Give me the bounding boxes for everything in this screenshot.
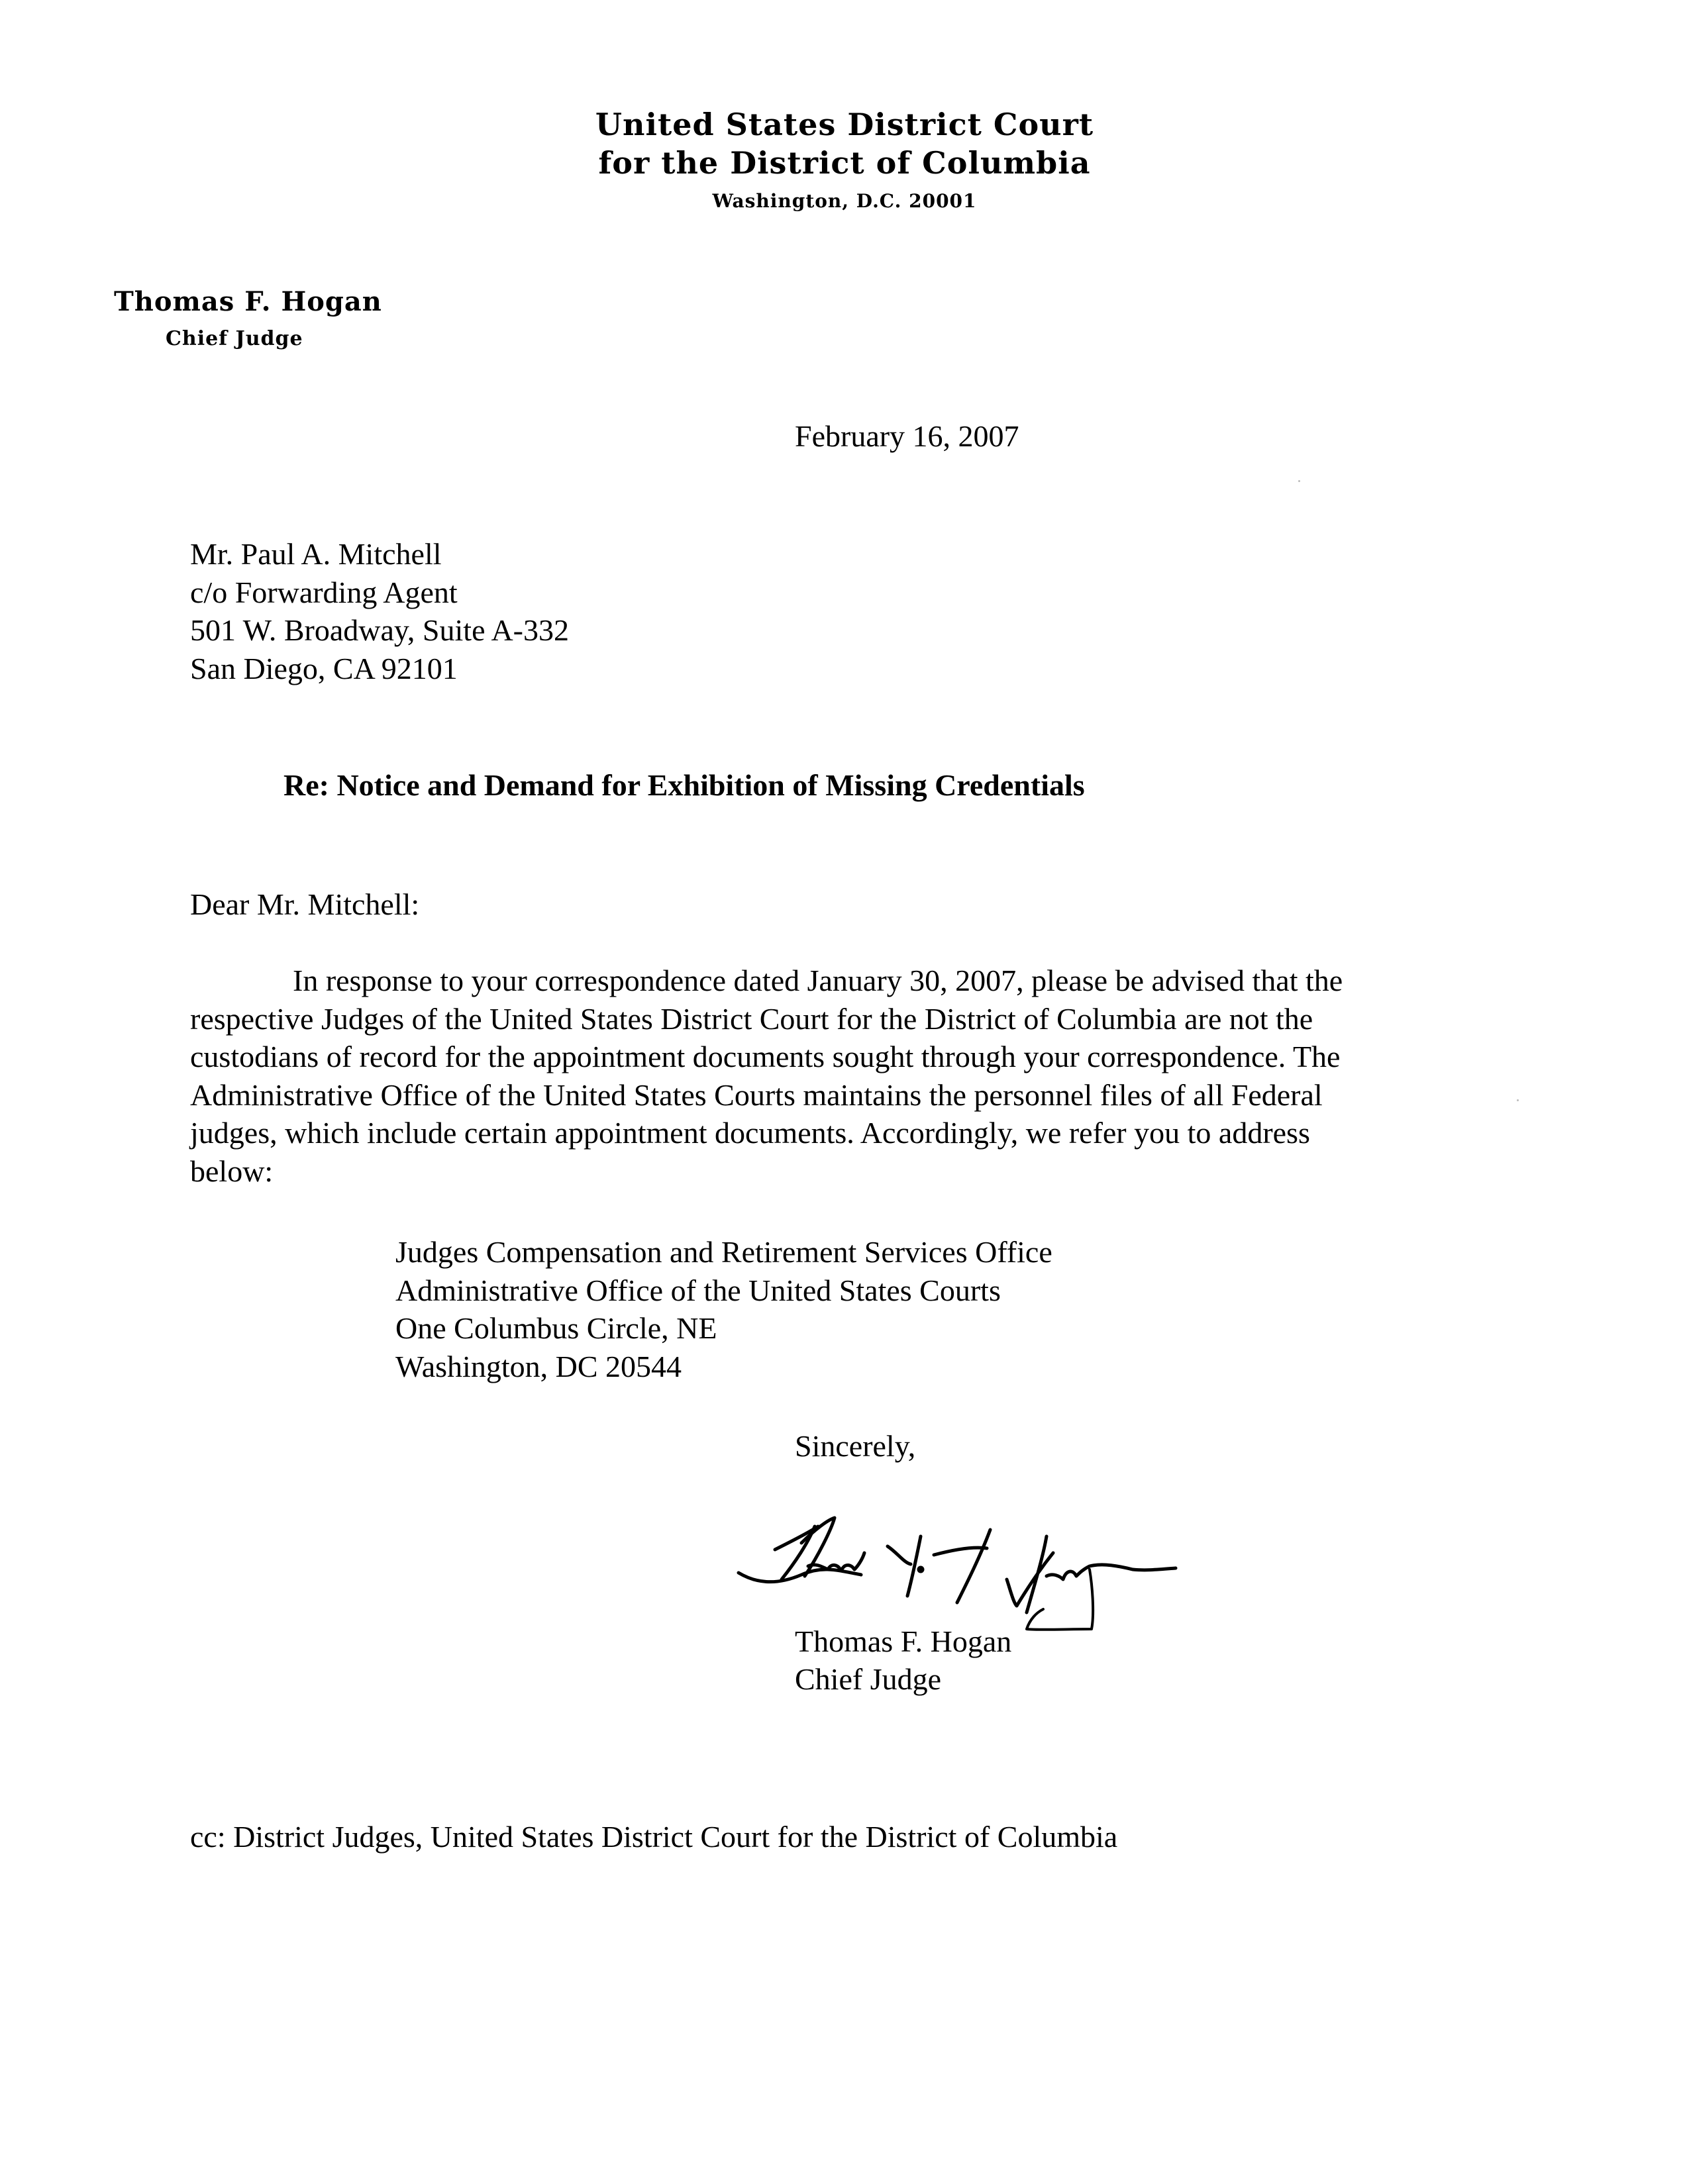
recipient-line: Mr. Paul A. Mitchell <box>190 537 442 571</box>
scan-speck <box>1298 480 1300 482</box>
body-line: respective Judges of the United States District Court for the District of Columbia are not the <box>190 1001 1313 1036</box>
body-line: judges, which include certain appointment documents. Accordingly, we refer you to address <box>190 1116 1310 1150</box>
referral-line: Administrative Office of the United States Courts <box>395 1273 1001 1307</box>
scan-speck <box>1517 1099 1519 1101</box>
letter-date: February 16, 2007 <box>795 419 1019 453</box>
letterhead-court-name: United States District Court <box>595 107 1094 142</box>
body-line: In response to your correspondence dated January 30, 2007, please be advised that the <box>293 964 1343 997</box>
salutation: Dear Mr. Mitchell: <box>190 887 420 921</box>
signer-name: Thomas F. Hogan <box>795 1624 1012 1658</box>
recipient-address <box>190 535 569 687</box>
referral-address <box>395 1233 1052 1385</box>
body-line: Administrative Office of the United States Courts maintains the personnel files of all Federal <box>190 1077 1323 1112</box>
recipient-line: 501 W. Broadway, Suite A-332 <box>190 613 569 647</box>
closing: Sincerely, <box>795 1429 916 1463</box>
letterhead-city: Washington, D.C. 20001 <box>712 190 977 212</box>
body-line: below: <box>190 1154 274 1188</box>
recipient-line: San Diego, CA 92101 <box>190 651 458 685</box>
letterhead-district: for the District of Columbia <box>598 145 1091 181</box>
referral-line: Judges Compensation and Retirement Services Office <box>395 1235 1052 1269</box>
recipient-line: c/o Forwarding Agent <box>190 575 458 609</box>
body-line: custodians of record for the appointment documents sought through your correspondence. The <box>190 1040 1341 1073</box>
subject-line: Re: Notice and Demand for Exhibition of Missing Credentials <box>283 768 1085 802</box>
letterhead-judge-name: Thomas F. Hogan <box>114 286 382 317</box>
handwritten-signature <box>735 1503 1252 1642</box>
cc-line: cc: District Judges, United States District Court for the District of Columbia <box>190 1820 1118 1854</box>
letterhead-judge-title: Chief Judge <box>166 327 303 350</box>
referral-line: One Columbus Circle, NE <box>395 1311 717 1345</box>
signer-title: Chief Judge <box>795 1662 942 1696</box>
referral-line: Washington, DC 20544 <box>395 1349 682 1383</box>
body-paragraph <box>190 962 1478 1190</box>
